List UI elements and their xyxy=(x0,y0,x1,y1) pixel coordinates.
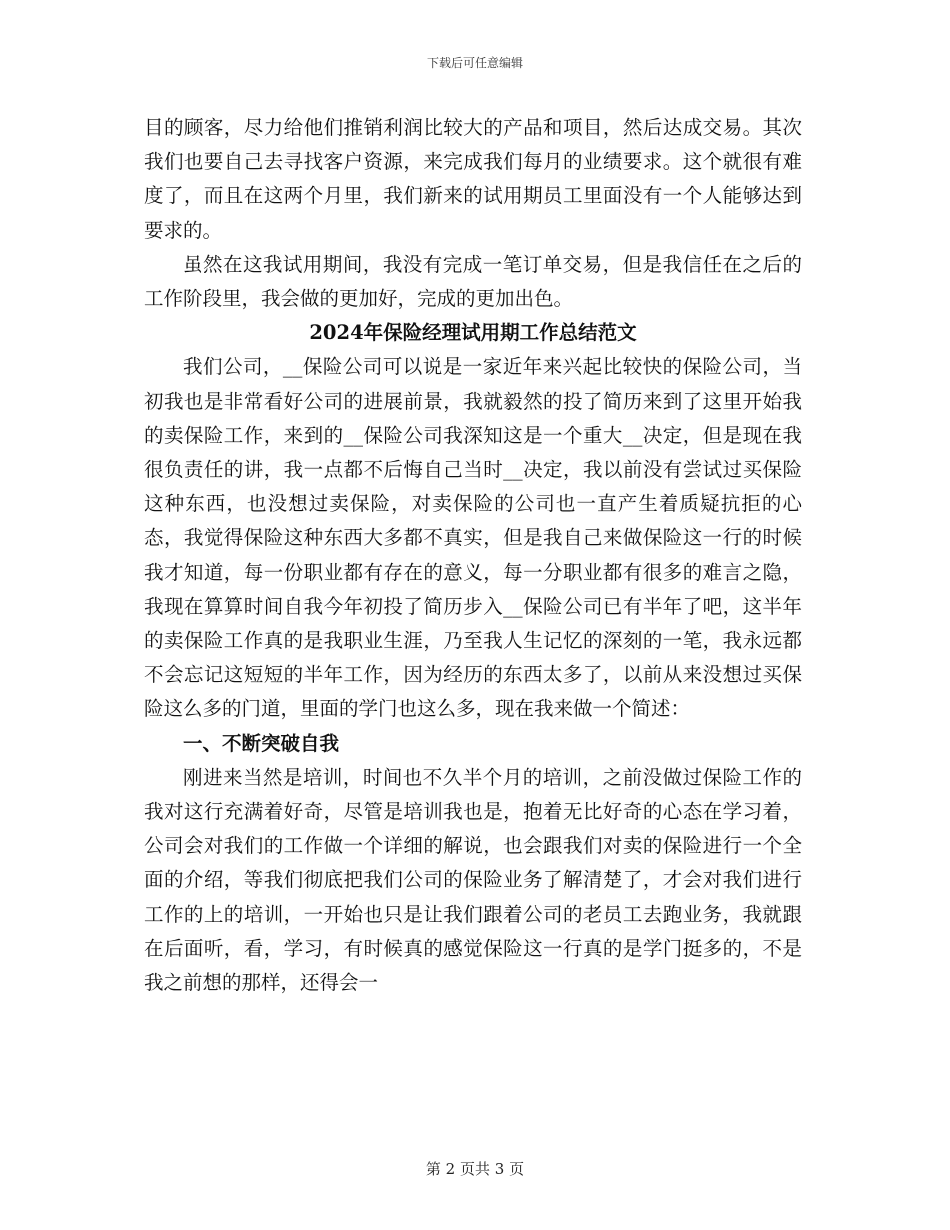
page-footer: 第 2 页共 3 页 xyxy=(425,1160,525,1178)
paragraph: 虽然在这我试用期间，我没有完成一笔订单交易，但是我信任在之后的工作阶段里，我会做的更加好，完成的更加出色。 xyxy=(144,252,802,311)
paragraph-continued: 目的顾客，尽力给他们推销利润比较大的产品和项目，然后达成交易。其次我们也要自己去寻找客户资源，来完成我们每月的业绩要求。这个就很有难度了，而且在这两个月里，我们新来的试用期员工里面没有一个人能够达到要求的。 xyxy=(144,116,802,242)
paragraph: 我们公司，__保险公司可以说是一家近年来兴起比较快的保险公司，当初我也是非常看好公司的进展前景，我就毅然的投了简历来到了这里开始我的卖保险工作，来到的__保险公司我深知这是一个重大__决定，但是现在我很负责任的讲，我一点都不后悔自己当时__决定，我以前没有尝试过买保险这种东西，也没想过卖保险，对卖保险的公司也一直产生着质疑抗拒的心态，我觉得保险这种东西大多都不真实，但是我自己来做保险这一行的时候我才知道，每一份职业都有存在的意义，每一分职业都有很多的难言之隐，我现在算算时间自我今年初投了简历步入__保险公司已有半年了吧，这半年的卖保险工作真的是我职业生涯，乃至我人生记忆的深刻的一笔，我永远都不会忘记这短短的半年工作，因为经历的东西太多了，以前从来没想过买保险这么多的门道，里面的学门也这么多，现在我来做一个简述： xyxy=(144,355,802,721)
paragraph: 刚进来当然是培训，时间也不久半个月的培训，之前没做过保险工作的我对这行充满着好奇，尽管是培训我也是，抱着无比好奇的心态在学习着，公司会对我们的工作做一个详细的解说，也会跟我们对卖的保险进行一个全面的介绍，等我们彻底把我们公司的保险业务了解清楚了，才会对我们进行工作的上的培训，一开始也只是让我们跟着公司的老员工去跑业务，我就跟在后面听，看，学习，有时候真的感觉保险这一行真的是学门挺多的，不是我之前想的那样，还得会一 xyxy=(144,765,802,995)
section-heading: 一、不断突破自我 xyxy=(183,731,340,755)
document-title: 2024年保险经理试用期工作总结范文 xyxy=(309,321,637,345)
page-header: 下载后可任意编辑 xyxy=(426,56,523,70)
document-body xyxy=(144,111,802,1000)
